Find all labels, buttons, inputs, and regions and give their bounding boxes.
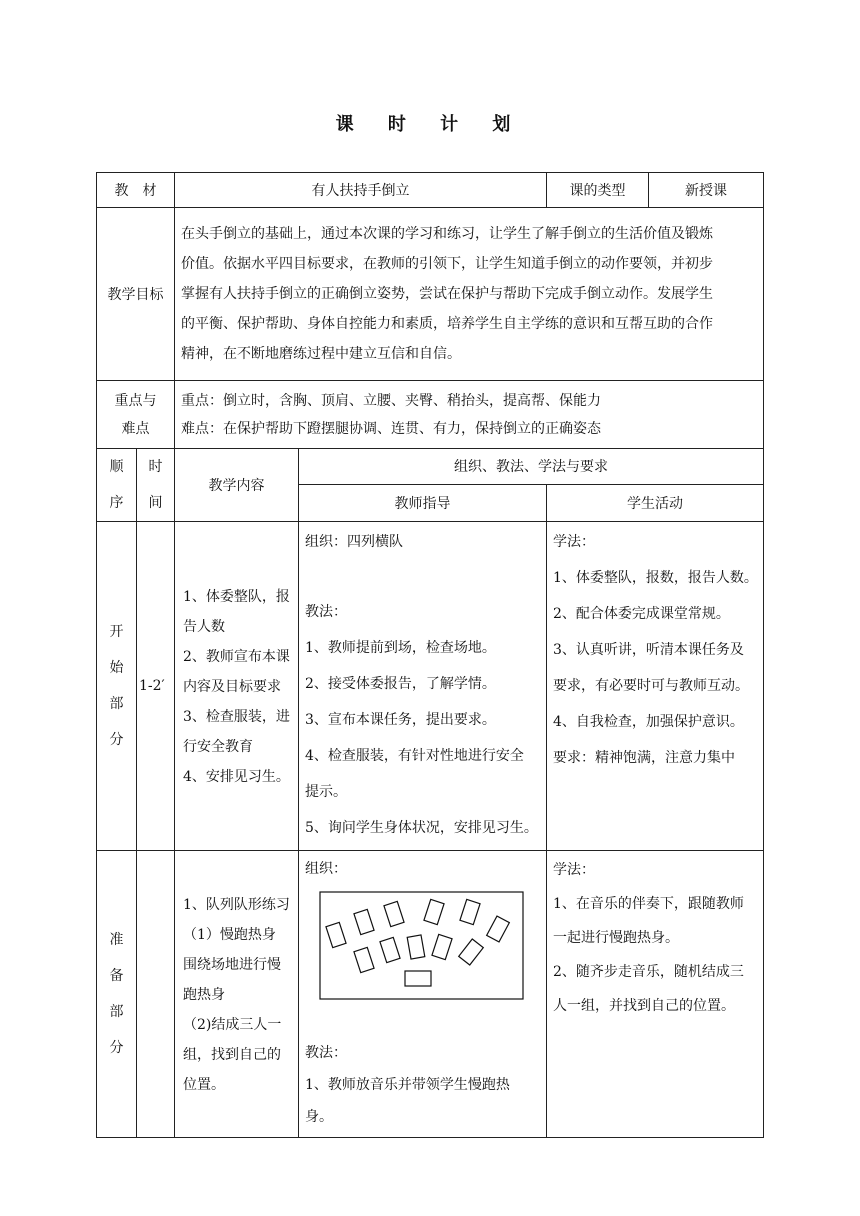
student-line: 4、自我检查，加强保护意识。 (553, 714, 744, 730)
content-line: 1、队列队形练习 (183, 897, 290, 913)
content-line: 内容及目标要求 (183, 679, 281, 695)
key-points-label (97, 381, 175, 449)
student-line: 3、认真听讲，听清本课任务及 (553, 642, 744, 658)
section-name-char: 部 (109, 1004, 124, 1020)
student-marker (460, 899, 480, 924)
time-header (137, 449, 175, 522)
student-line: 1、在音乐的伴奏下，跟随教师 (553, 896, 744, 912)
section-name-char: 部 (109, 696, 124, 712)
goals-label: 教学目标 (97, 208, 175, 381)
teacher-header: 教师指导 (299, 484, 547, 521)
student-line: 要求，有必要时可与教师互动。 (553, 678, 749, 694)
teacher-line: 1、教师放音乐并带领学生慢跑热 (305, 1077, 510, 1093)
organization-header: 组织、教法、学法与要求 (299, 449, 764, 485)
student-marker (424, 899, 444, 924)
material-value: 有人扶持手倒立 (175, 173, 547, 208)
student-marker (354, 947, 374, 972)
goals-line: 在头手倒立的基础上，通过本次课的学习和练习，让学生了解手倒立的生活价值及锻炼 (181, 226, 713, 242)
student-marker (487, 916, 510, 942)
goals-line: 的平衡、保护帮助、身体自控能力和素质，培养学生自主学练的意识和互帮互助的合作 (181, 316, 713, 332)
student-marker (407, 935, 425, 959)
content-line: 1、体委整队，报 (183, 589, 290, 605)
teacher-method-label: 教法： (305, 604, 347, 620)
student-method-label: 学法： (553, 862, 595, 878)
student-marker (380, 937, 400, 962)
student-line: 2、随齐步走音乐，随机结成三 (553, 964, 744, 980)
section-name-char: 分 (109, 1040, 124, 1056)
student-line: 1、体委整队，报数，报告人数。 (553, 570, 758, 586)
student-activity (547, 851, 764, 1138)
section-name-char: 始 (109, 660, 124, 676)
teacher-line: 3、宣布本课任务，提出要求。 (305, 712, 496, 728)
student-line: 2、配合体委完成课堂常规。 (553, 606, 730, 622)
content-line: 3、检查服装，进 (183, 709, 290, 725)
section-content (175, 851, 299, 1138)
teacher-line: 身。 (305, 1109, 333, 1125)
section-name-char: 开 (109, 624, 124, 640)
teacher-method-label: 教法： (305, 1045, 347, 1061)
teacher-line: 提示。 (305, 784, 347, 800)
order-header-char: 顺 (109, 459, 124, 475)
key-points-text (175, 381, 764, 449)
content-line: 告人数 (183, 619, 225, 635)
content-line: 行安全教育 (183, 739, 253, 755)
key-points-label-line: 重点与 (114, 392, 157, 409)
student-method-label: 学法： (553, 534, 595, 550)
teacher-line: 4、检查服装，有针对性地进行安全 (305, 748, 524, 764)
page-title: 课 时 计 划 (335, 114, 525, 135)
student-line: 人一组，并找到自己的位置。 (553, 998, 735, 1014)
section-time: 1-2′ (137, 522, 175, 851)
content-line: 围绕场地进行慢 (183, 957, 281, 973)
goals-line: 精神，在不断地磨练过程中建立互信和自信。 (181, 346, 461, 362)
time-header-char: 时 (148, 459, 163, 475)
student-activity (547, 522, 764, 851)
teacher-organization: 组织：四列横队 (305, 534, 403, 550)
focus-text: 重点：倒立时，含胸、顶肩、立腰、夹臀、稍抬头，提高帮、保能力 (181, 392, 601, 409)
time-header-char: 间 (148, 495, 163, 511)
order-header (97, 449, 137, 522)
goals-text (175, 208, 764, 381)
teacher-organization: 组织： (305, 861, 347, 877)
material-label: 教 材 (97, 173, 175, 208)
content-line: 位置。 (183, 1077, 225, 1093)
field-outline (320, 892, 523, 999)
teacher-marker (405, 971, 431, 986)
content-line: （1）慢跑热身 (183, 927, 276, 943)
order-header-char: 序 (109, 495, 124, 511)
type-label: 课的类型 (547, 173, 649, 208)
student-header: 学生活动 (547, 484, 764, 521)
teacher-line: 5、询问学生身体状况，安排见习生。 (305, 820, 538, 836)
key-points-label-line: 难点 (121, 420, 150, 437)
section-content (175, 522, 299, 851)
student-marker (459, 939, 484, 965)
section-name (97, 851, 137, 1138)
student-line: 要求：精神饱满，注意力集中 (553, 750, 735, 766)
content-header: 教学内容 (175, 449, 299, 522)
student-marker (384, 901, 404, 926)
content-line: 跑热身 (183, 987, 225, 1003)
section-name-char: 分 (109, 732, 124, 748)
content-line: （2)结成三人一 (183, 1017, 282, 1033)
content-line: 2、教师宣布本课 (183, 649, 290, 665)
teacher-line: 1、教师提前到场，检查场地。 (305, 640, 496, 656)
section-time (137, 851, 175, 1138)
difficulty-text: 难点：在保护帮助下蹬摆腿协调、连贯、有力，保持倒立的正确姿态 (181, 420, 601, 437)
content-line: 组，找到自己的 (183, 1047, 281, 1063)
section-name-char: 备 (109, 968, 124, 984)
goals-line: 掌握有人扶持手倒立的正确倒立姿势，尝试在保护与帮助下完成手倒立动作。发展学生 (181, 286, 713, 302)
formation-diagram (319, 891, 525, 1001)
type-value: 新授课 (649, 173, 764, 208)
teacher-guidance (299, 851, 547, 1138)
teacher-guidance (299, 522, 547, 851)
student-marker (432, 934, 452, 959)
teacher-line: 2、接受体委报告，了解学情。 (305, 676, 496, 692)
lesson-plan-table (96, 172, 764, 1138)
goals-line: 价值。依据水平四目标要求，在教师的引领下，让学生知道手倒立的动作要领，并初步 (181, 256, 713, 272)
content-line: 4、安排见习生。 (183, 769, 290, 785)
student-line: 一起进行慢跑热身。 (553, 930, 679, 946)
section-name (97, 522, 137, 851)
student-marker (354, 909, 374, 934)
section-name-char: 准 (109, 932, 124, 948)
student-marker (326, 922, 346, 947)
